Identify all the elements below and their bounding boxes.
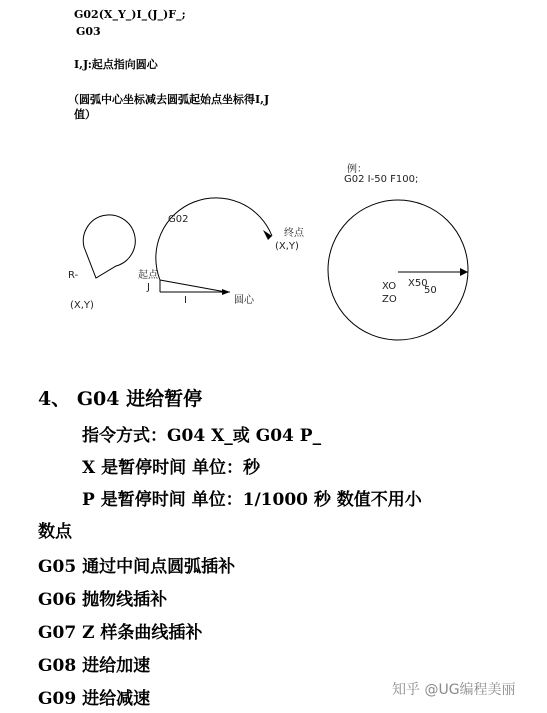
ij-note-line1: （圆弧中心坐标减去圆弧起始点坐标得I,J — [68, 93, 270, 106]
g06-line: G06 抛物线插补 — [38, 590, 168, 610]
zo-label: ZO — [382, 294, 397, 305]
i-label: I — [184, 295, 187, 306]
watermark — [392, 679, 516, 699]
fifty-label: 50 — [424, 285, 437, 296]
start-label: 起点 — [138, 270, 158, 281]
j-label: J — [147, 282, 150, 293]
p-pause-desc: P 是暂停时间 单位：1/1000 秒 数值不用小 — [82, 490, 422, 510]
example-code: G02 I-50 F100; — [344, 174, 419, 185]
center-label: 圆心 — [234, 295, 254, 306]
example-title: 例： — [347, 164, 367, 175]
g03-line: G03 — [76, 25, 101, 38]
watermark-text: 知乎 @UG编程美丽 — [392, 682, 516, 698]
r-minus-label: R- — [68, 270, 79, 281]
ij-definition: I,J:起点指向圆心 — [74, 58, 158, 71]
endpoint-label: 终点 — [284, 228, 304, 239]
x50-label: X50 — [408, 278, 428, 289]
g02-label: G02 — [168, 214, 189, 225]
arc-diagram — [0, 150, 547, 350]
x-pause-desc: X 是暂停时间 单位：秒 — [82, 458, 261, 478]
example-circle — [328, 200, 468, 340]
g07-line: G07 Z 样条曲线插补 — [38, 623, 203, 643]
g05-line: G05 通过中间点圆弧插补 — [38, 557, 236, 577]
radius-line — [160, 280, 226, 292]
g08-line: G08 进给加速 — [38, 656, 151, 676]
endpoint-xy-label: (X,Y) — [275, 241, 299, 252]
section-title: 4、 G04 进给暂停 — [38, 388, 203, 410]
xo-label: XO — [382, 281, 397, 292]
small-xy-label: (X,Y) — [70, 300, 94, 311]
ij-note-line2: 值） — [74, 108, 96, 121]
command-format: 指令方式：G04 X_或 G04 P_ — [82, 426, 322, 446]
r-minus-arc — [83, 215, 135, 278]
i-vector-arrow — [222, 289, 230, 295]
gcode-syntax-line: G02(X_Y_)I_(J_)F_; — [74, 8, 186, 21]
p-pause-desc-cont: 数点 — [38, 522, 72, 542]
x50-arrow — [460, 268, 468, 276]
g09-line: G09 进给减速 — [38, 689, 151, 709]
g02-arc — [156, 198, 272, 280]
g02-arrowhead — [263, 230, 272, 240]
